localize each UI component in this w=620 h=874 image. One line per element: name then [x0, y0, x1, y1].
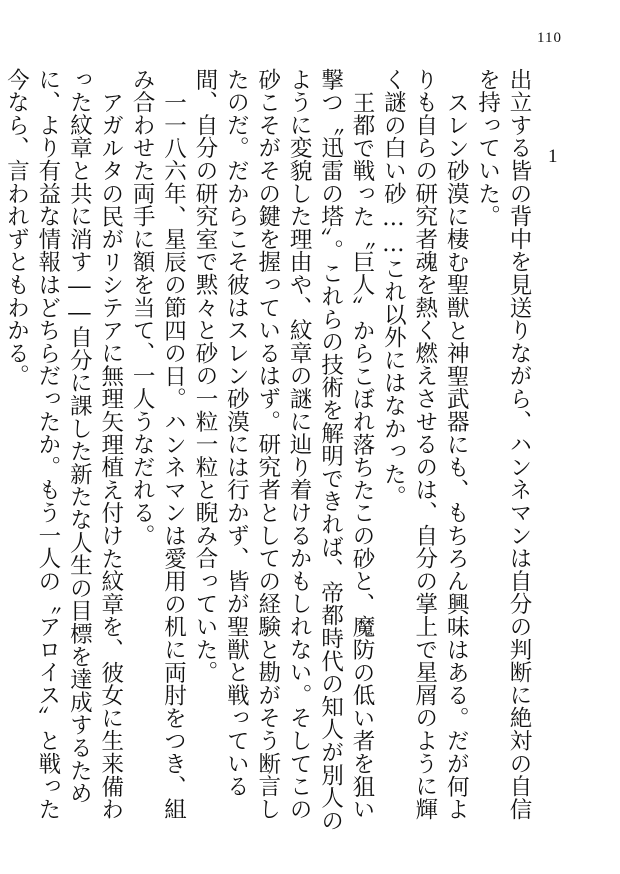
paragraph: 一一八六年、星辰の節四の日。ハンネマンは愛用の机に両肘をつき、組み合わせた両手に額を当て、一人うなだれる。 [129, 68, 187, 821]
paragraph: 出立する皆の背中を見送りながら、ハンネマンは自分の判断に絶対の自信を持っていた。 [474, 68, 532, 821]
paragraph: 王都で戦った〝巨人〟からこぼれ落ちたこの砂と、魔防の低い者を狙い撃つ〝迅雷の塔〟。これらの技術を解明できれば、帝都時代の知人が別人のように変貌した理由や、紋章の謎に辿り着けるかもしれない。そしてこの砂こそがその鍵を握っているはず。研究者としての経験と勘がそう断言したのだ。だからこそ彼はスレン砂漠には行かず、皆が聖獣と戦っている間、自分の研究室で黙々と砂の一粒一粒と睨み合っていた。 [191, 68, 375, 832]
paragraph: アガルタの民がリシテアに無理矢理植え付けた紋章を、彼女に生来備わった紋章と共に消す――自分に課した新たな人生の目標を達成するために、より有益な情報はどちらだったか。もう一人の〝アロイス〟と戦った今なら、言われずともわかる。 [3, 68, 124, 821]
chapter-mark: 1 [548, 146, 558, 167]
paragraph: スレン砂漠に棲む聖獣と神聖武器にも、もちろん興味はある。だが何よりも自らの研究者魂を熱く燃えさせるのは、自分の掌上で星屑のように輝く謎の白い砂……これ以外にはなかった。 [380, 68, 470, 821]
page-number: 110 [537, 30, 562, 46]
body-text [0, 68, 534, 838]
